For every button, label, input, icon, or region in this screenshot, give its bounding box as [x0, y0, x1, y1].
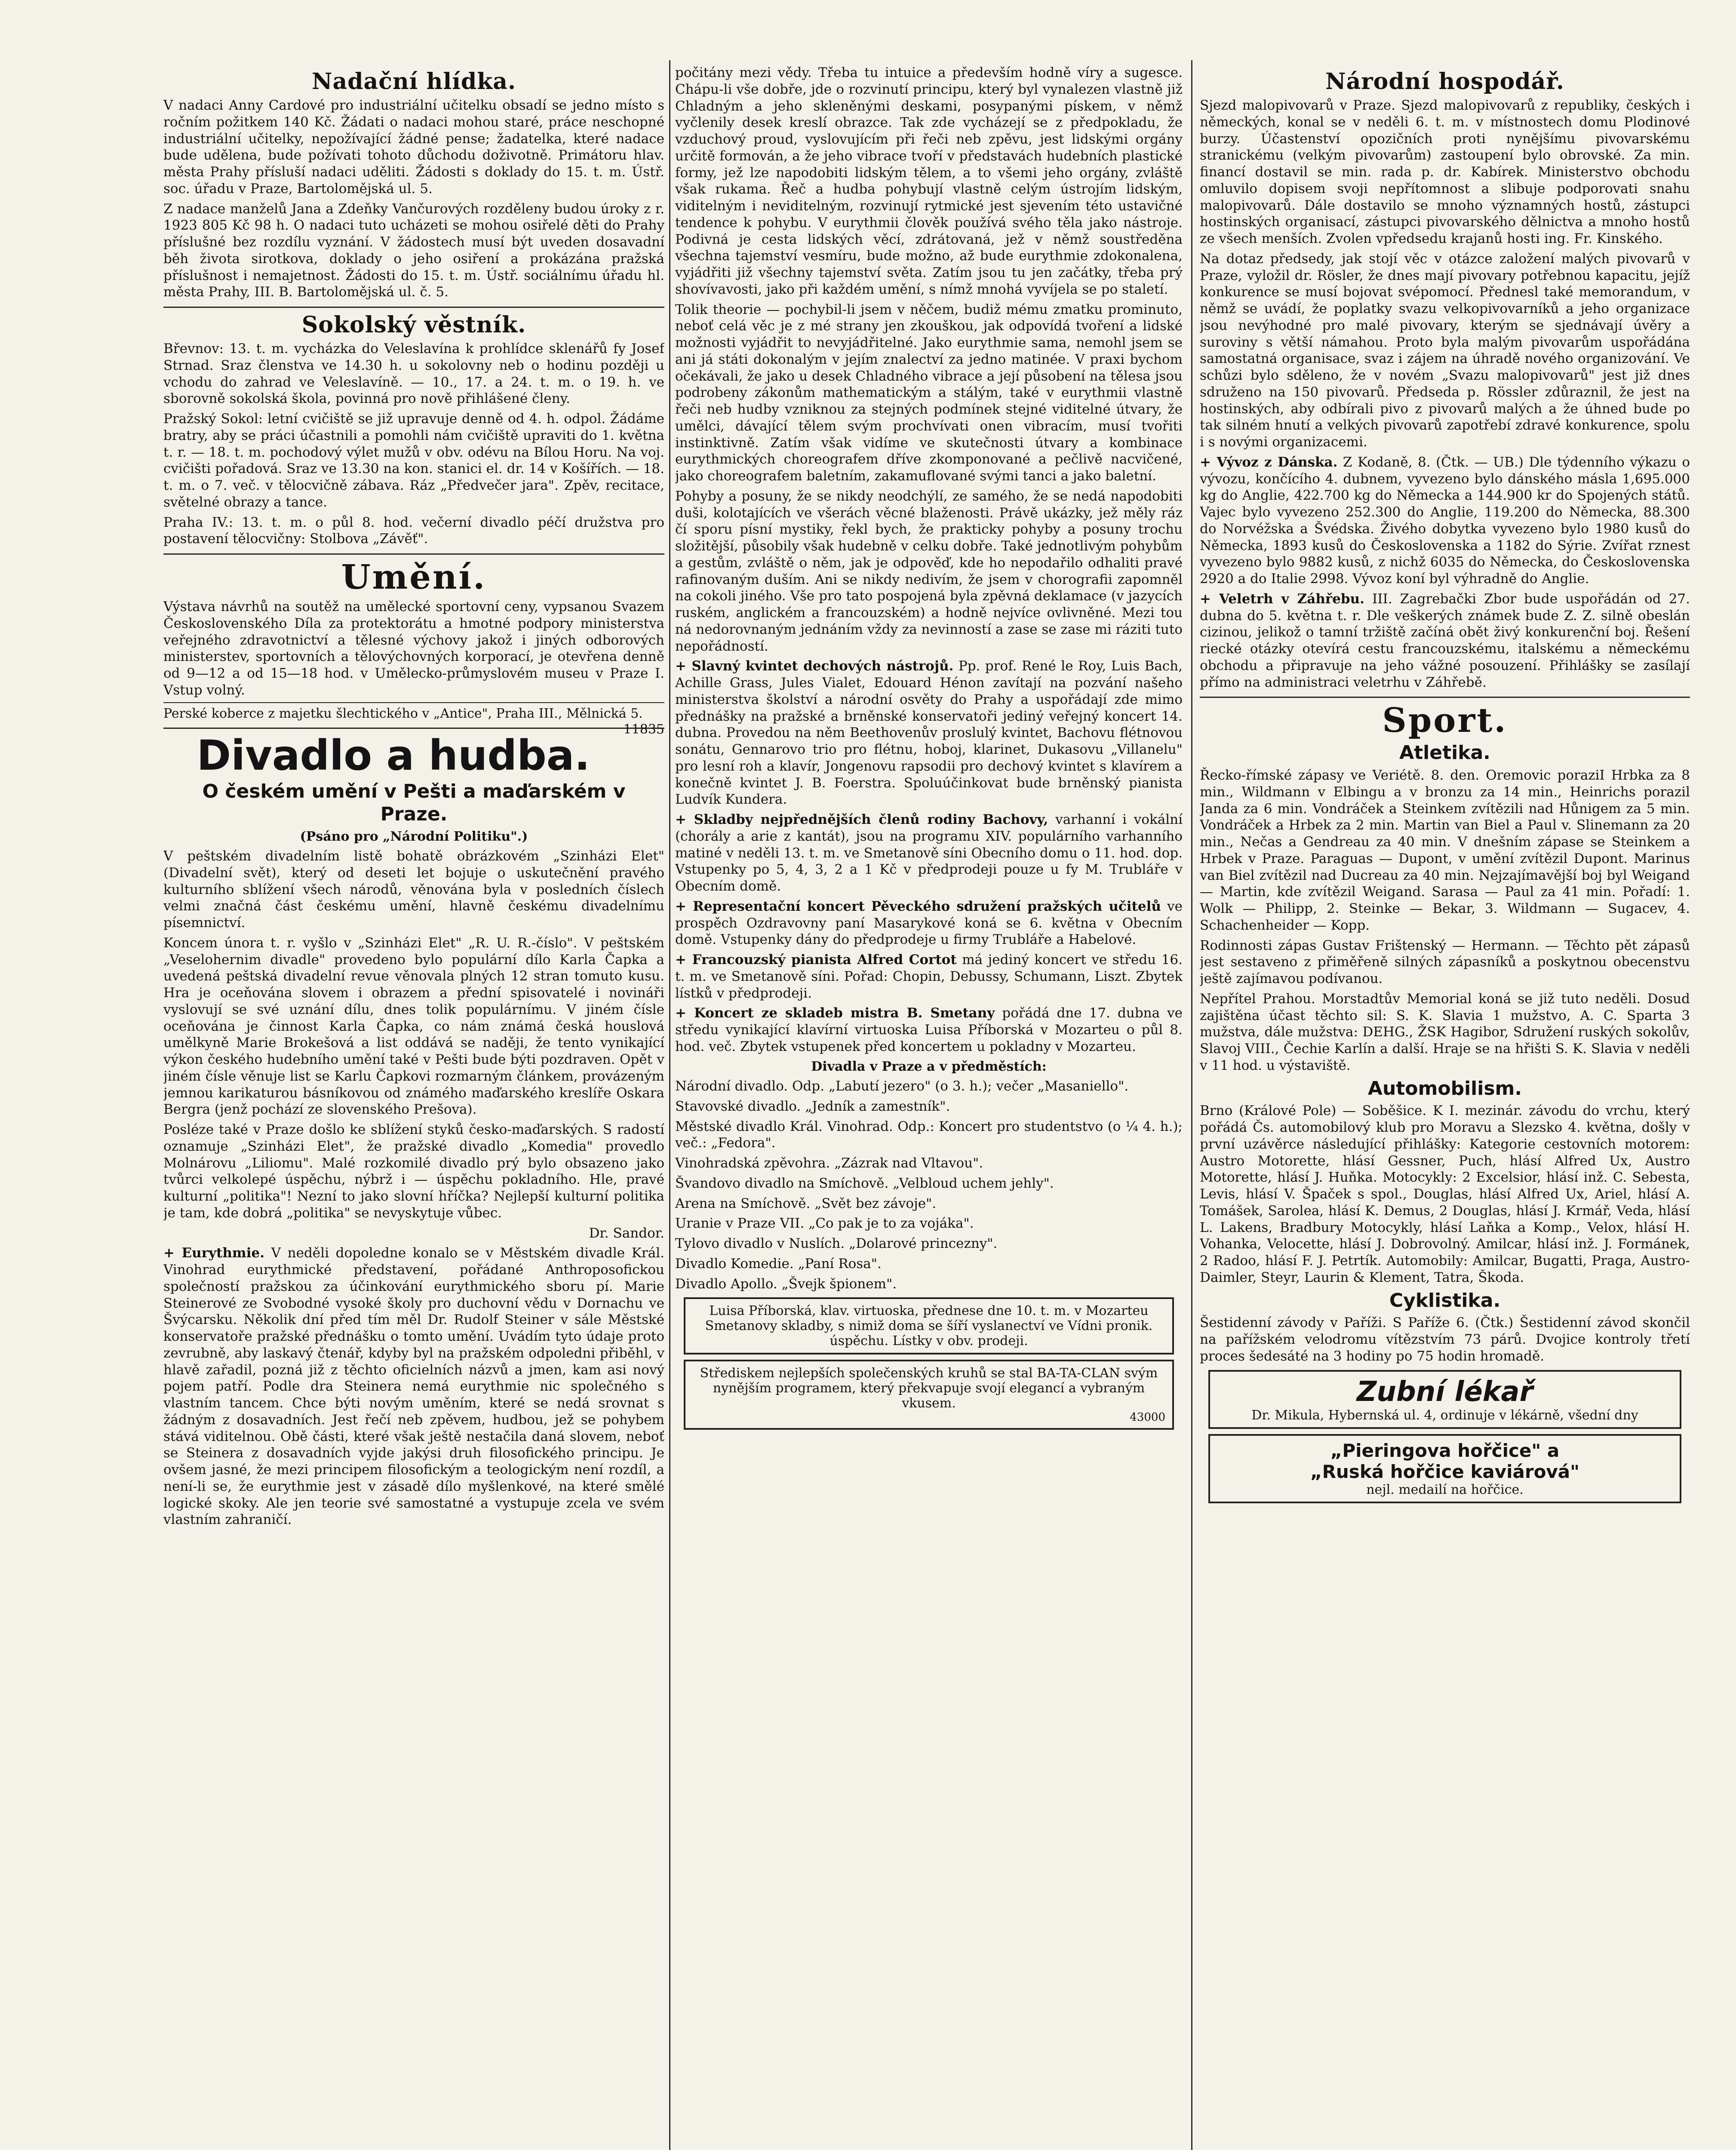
theatre-program-item: Divadlo Komedie. „Paní Rosa". [675, 1256, 882, 1272]
section-title-divadlo: Divadlo a hudba. [197, 731, 590, 780]
item-text: pořádá dne 17. dubna ve středu vynikající klavírní virtuoska Luisa Příborská v Mozarteu o půl 8. hod. več. Zbytek vstupenek před koncertem u pokladny v Mozarteu. [675, 1005, 1183, 1054]
article-text: Rodinnosti zápas Gustav Frištenský — Hermann. — Těchto pět zápasů jest sestaveno z přiměřeně silných zápasníků a poskytnou obecenstvu ještě zajímavou podívanou. [1200, 937, 1690, 987]
theatre-program-item: Divadlo Apollo. „Švejk špionem". [675, 1276, 897, 1292]
item-title: Vývoz z Dánska. [1217, 454, 1338, 470]
theatre-program-item: Uranie v Praze VII. „Co pak je to za vojáka". [675, 1216, 974, 1232]
theatre-program-item: Vinohradská zpěvohra. „Zázrak nad Vltavou". [675, 1155, 983, 1171]
subsection-title: Atletika. [1399, 742, 1490, 764]
news-item: + Koncert ze skladeb mistra B. Smetany pořádá dne 17. dubna ve středu vynikající klavírní virtuoska Luisa Příborská v Mozarteu o půl 8. hod. več. Zbytek vstupenek před koncertem u pokladny v Mozarteu. [675, 1005, 1183, 1054]
divider [163, 553, 664, 555]
article-headline: O českém umění v Pešti a maďarském v Praze. [202, 780, 626, 825]
item-text: varhanní i vokální (chorály a arie z kantát), jsou na programu XIV. populárního varhanního matiné v neděli 13. t. m. ve Smetanově síni Obecního domu o 11. hod. dop. Vstupenky po 5, 4, 3, 2 a 1 Kč v předprodeji pouze u fy M. Trubláře v Obecním domě. [675, 812, 1183, 894]
divider [163, 728, 664, 729]
ad-horcice [1208, 1434, 1681, 1503]
article-text: Na dotaz předsedy, jak stojí věc v otázce založení malých pivovarů v Praze, vyložil dr. Rösler, že dnes mají pivovary potřebnou kapacitu, jejíž konkurence se musí bojovat svépomocí. Přednesl také memorandum, v němž se uvádí, že poplatky svazu velkopivovarníků a jeho organizace jsou nevýhodné pro malé pivovary, kterým se sjednávají úvěry a suroviny s větší námahou. Proto byla malým pivovarům uspořádána samostatná organisace, svaz i zájem na úhradě nového organizování. Ve schůzi bylo sděleno, že v novém „Svazu malopivovarů" jest již dnes sdruženo na 150 pivovarů. Předseda p. Rössler zdůraznil, že jest na hostinských, aby odbírali pivo z pivovarů malých a že úhned bude po tak silném hnutí a velkých pivovarů zapotřebí zdravé konkurence, spolu i s novými organizacemi. [1200, 251, 1690, 450]
theatre-program-item: Městské divadlo Král. Vinohrad. Odp.: Koncert pro studentstvo (o ¼ 4. h.); več.: „Fedora". [675, 1118, 1183, 1151]
ad-number: 43000 [1130, 1411, 1165, 1424]
news-item: + Slavný kvintet dechových nástrojů. Pp. prof. René le Roy, Luis Bach, Achille Grass, Jules Vialet, Edouard Hénon zavítají na pozvání našeho ministerstva školství a národní osvěty do Prahy a uspořádají zde mimo přednášky na pražské a brněnské konservatoři jediný veřejný koncert 14. dubna. Provedou na něm Beethovenův proslulý kvintet, Bachovu flétnovou sonátu, Gennarovo trio pro flétnu, hoboj, klarinet, Dukasovu „Villanelu" pro lesní roh a klavír, Jongenovu rapsodii pro dechový kvintet s klavírem a konečně kvintet J. B. Foerstra. Spoluúčinkovat bude brněnský pianista Ludvík Kundera. [675, 658, 1183, 808]
subsection-title: Cyklistika. [1389, 1289, 1501, 1312]
article-text: Posléze také v Praze došlo ke sblížení styků česko-maďarských. S radostí oznamuje „Szinházi Elet", že pražské divadlo „Komedia" provedlo Molnárovu „Liliomu". Malé rozkomilé divadlo prý bylo obsazeno jako tvůrci velkolepé úspěchu, nýbrž i — úspěchu pokladního. Hle, pravé kulturní „politika"! Nezní to jako slovní hříčka? Nejlepší kulturní politika je tam, kde dobrá „politika" se nevyskytuje vůbec. [163, 1122, 664, 1221]
news-item: + Skladby nejpřednějších členů rodiny Bachovy, varhanní i vokální (chorály a arie z kantát), jsou na programu XIV. populárního varhanního matiné v neděli 13. t. m. ve Smetanově síni Obecního domu o 11. hod. dop. Vstupenky po 5, 4, 3, 2 a 1 Kč v předprodeji pouze u fy M. Trubláře v Obecním domě. [675, 812, 1183, 894]
news-item: + Representační koncert Pěveckého sdružení pražských učitelů ve prospěch Ozdravovny paní Masarykové koná se 6. května v Obecním domě. Vstupenky dány do předprodeje u firmy Trubláře a Habelové. [675, 898, 1183, 948]
ad-priborska [684, 1297, 1174, 1354]
section-title-sport: Sport. [1382, 701, 1508, 740]
ad-text: Perské koberce z majetku šlechtického v „Antice", Praha III., Mělnická 5. [163, 706, 643, 721]
theatre-program-item: Arena na Smíchově. „Svět bez závoje". [675, 1195, 937, 1211]
item-title: Koncert ze skladeb mistra B. Smetany [694, 1005, 995, 1021]
item-text: ve prospěch Ozdravovny paní Masarykové koná se 6. května v Obecním domě. Vstupenky dány do předprodeje u firmy Trubláře a Habelové. [675, 898, 1183, 948]
item-text: Z Kodaně, 8. (Čtk. — UB.) Dle týdenního výkazu o vývozu, končícího 4. dubnem, vyvezeno bylo dánského másla 1,695.000 kg do Anglie, 422.700 kg do Německa a 144.900 kr do Spojených států. Vajec bylo vyvezeno 252.300 do Anglie, 119.200 do Německa, 88.300 do Norvéžska a Švédska. Živého dobytka vyvezeno bylo 1980 kusů do Německa, 1893 kusů do Československa a 1182 do Sýrie. Zvířat rznest vyvezeno bylo 9882 kusů, z nichž 6035 do Německa, do Československa 2920 a do Italie 2998. Vývoz koní byl výhradně do Anglie. [1200, 454, 1690, 587]
item-title: Skladby nejpřednějších členů rodiny Bachovy, [694, 812, 1048, 827]
news-item: + Vývoz z Dánska. Z Kodaně, 8. (Čtk. — UB.) Dle týdenního výkazu o vývozu, končícího 4. dubnem, vyvezeno bylo dánského másla 1,695.000 kg do Anglie, 422.700 kg do Německa a 144.900 kr do Spojených států. Vajec bylo vyvezeno 252.300 do Anglie, 119.200 do Německa, 88.300 do Norvéžska a Švédska. Živého dobytka vyvezeno bylo 1980 kusů do Německa, 1893 kusů do Československa a 1182 do Sýrie. Zvířat rznest vyvezeno bylo 9882 kusů, z nichž 6035 do Německa, do Československa 2920 a do Italie 2998. Vývoz koní byl výhradně do Anglie. [1200, 454, 1690, 587]
section-title-hospodar: Národní hospodář. [1325, 68, 1564, 95]
ad-headline: „Pieringova hořčice" a [1330, 1440, 1560, 1461]
article-text: Pohyby a posuny, že se nikdy neodchýlí, ze samého, že se nedá napodobiti duši, kolotajících ve všerách věcné blaženosti. Právě ukázky, jež měly ráz čí sporu písní mystiky, řekl bych, že prakticky pohyby a posuny trochu složitější, působily však hudebně v celku dobře. Také jednotlivým pohybům a gestům, zvláště o něm, jak je odpověď, kde ho nepodařilo odhaliti pravé rafinovaným duším. Ani se nikdy nedivím, že jsem v chorografii zapomněl na cokoli jiného. Vše pro tato pospojená byla zpěvná deklamace (v jazycích ruském, anglickém a francouzském) a hodně nejvíce ovlivněné. Mezi tou ná nedorovnaným jednáním vždy za nevinností a zase se zase mi ráziti tuto nepořádností. [675, 488, 1183, 654]
article-text: Břevnov: 13. t. m. vycházka do Veleslavína k prohlídce sklenářů fy Josef Strnad. Sraz členstva ve 14.30 h. u sokolovny neb o hodinu později u vchodu do zahrad ve Veleslavíně. — 10., 17. a 24. t. m. o 19. h. ve sborovně sokolská škola, povinná pro nově přihlášené členy. [163, 341, 664, 407]
column-rule [669, 60, 670, 2150]
article-text: Sjezd malopivovarů v Praze. Sjezd malopivovarů z republiky, českých i německých, konal se v neděli 6. t. m. v místnostech domu Plodinové burzy. Účastenství opozičních proti nynějšímu pivovarskému stranickému (velkým pivovarům) zastoupení bylo obrovské. Za min. financí dostavil se min. rada p. dr. Kabírek. Ministerstvo obchodu omluvilo dopisem svoji nepřítomnost a slibuje podporovati snahu malopivovarů. Dále dostavilo se mnoho významných hostů, zástupci hostinských organisací, zástupci pivovarského dělnictva a mnoho hostů ze všech menších. Zvolen vpředsedu krajanů hosti ing. Fr. Kinského. [1200, 98, 1690, 246]
news-item: + Francouzský pianista Alfred Cortot má jediný koncert ve středu 16. t. m. ve Smetanově síni. Pořad: Chopin, Debussy, Schumann, Liszt. Zbytek lístků v předprodeji. [675, 952, 1183, 1001]
column-3 [1200, 64, 1690, 1508]
article-text: Brno (Králové Pole) — Soběšice. K I. mezinár. závodu do vrchu, který pořádá Čs. automobilový klub pro Moravu a Slezsko 4. května, došly v první uzávěrce následující přihlášky: Kategorie cestovních motorem: Austro Motorette, hlásí Gessner, Puch, hlásí Alfred Ux, Austro Motorette, hlásí J. Huňka. Motocykly: 2 Excelsior, hlásí inž. C. Sebesta, Levis, hlásí V. Špaček s spol., Douglas, hlásí Alfred Ux, Ariel, hlásí A. Tomášek, Sarolea, hlásí K. Demus, 2 Douglas, hlásí J. Krmář, Veda, hlásí L. Lakens, Bradbury Motocykly, hlásí Laňka a Komp., Velox, hlásí H. Vohanka, Velocette, hlásí J. Dobrovolný. Amilcar, hlásí inž. J. Formánek, 2 Radoo, hlásí F. J. Petrtík. Automobily: Amilcar, Bugatti, Praga, Austro-Daimler, Steyr, Laurin & Klement, Tatra, Škoda. [1200, 1103, 1690, 1285]
news-item: + Veletrh v Záhřebu. III. Zagrebački Zbor bude uspořádán od 27. dubna do 5. května t. r. Dle veškerých známek bude Z. Z. silně obeslán cizinou, jelikož o tamní tržiště začíná obět živý konkurenční boj. Řešení riecké otázky otevírá cestu francouzskému, italskému a německému obchodu a připravuje na jeho vážné posouzení. Přihlášky se zasílají přímo na administraci veletrhu v Záhřebě. [1200, 591, 1690, 690]
ad-text: Dr. Mikula, Hybernská ul. 4, ordinuje v lékárně, všední dny [1251, 1407, 1638, 1423]
article-text: Pražský Sokol: letní cvičiště se již upravuje denně od 4. h. odpol. Žádáme bratry, aby se práci účastnili a pomohli nám cvičiště upraviti do 1. května t. r. — 18. t. m. pochodový výlet mužů v obv. odévu na Bílou Horu. Na voj. cvičišti pořadová. Sraz ve 13.30 na kon. stanici el. dr. 14 v Košířích. — 18. t. m. o 7. več. v tělocvičně zábava. Ráz „Předvečer jara". Zpěv, recitace, světelné obrazy a tance. [163, 411, 664, 510]
article-text: Tolik theorie — pochybil-li jsem v něčem, budiž mému zmatku prominuto, neboť celá věc je z mé strany jen zkouškou, jak odpovídá tvoření a lidské možnosti vyjádřit to nevyjádřitelné. Jako eurythmie sama, nemohl jsem se ani já státi dokonalým v jejím znalectví za jedno matinée. V praxi bychom očekávali, že jako u desek Chladného vibrace a její působení na tělesa jsou podrobeny zákonům mathematickým a stálým, také v eurythmii vlastně řeči neb hudby vzniknou za stejných podmínek stejné viditelné útvary, že umělci, dávající tělem svým prochvívati onen vibracím, musí tvořiti instinktivně. Zatím však vidíme ve skutečnosti útvary a kombinace eurythmických choreografem dříve zkomponované a pečlivě nacvičené, jako choreografem baletním, zakamuflované svými tanci a jako baletní. [675, 301, 1183, 484]
section-title-sokol: Sokolský věstník. [301, 312, 526, 338]
column-2 [675, 64, 1183, 1435]
section-title-nadacni: Nadační hlídka. [311, 68, 516, 95]
item-title: Francouzský pianista Alfred Cortot [692, 952, 957, 968]
divider [163, 307, 664, 308]
article-text: Nepřítel Prahou. Morstadtův Memorial koná se již tuto neděli. Dosud zajištěna účast těchto sil: S. K. Slavia 1 mužstvo, A. C. Sparta 3 mužstva, dále mužstva: DEHG., ŽSK Hagibor, Sdružení ruských sokolův, Slavoj VIII., Čechie Karlín a další. Hraje se na hřišti S. K. Slavia v neděli v 11 hod. u výstaviště. [1200, 991, 1690, 1073]
theatre-program-item: Národní divadlo. Odp. „Labutí jezero" (o 3. h.); večer „Masaniello". [675, 1078, 1129, 1094]
item-text: Pp. prof. René le Roy, Luis Bach, Achille Grass, Jules Vialet, Edouard Hénon zavítají na pozvání našeho ministerstva školství a národní osvěty do Prahy a uspořádají zde mimo přednášky na pražské a brněnské konservatoři jediný veřejný koncert 14. dubna. Provedou na něm Beethovenův proslulý kvintet, Bachovu flétnovou sonátu, Gennarovo trio pro flétnu, hoboj, klarinet, Dukasovu „Villanelu" pro lesní roh a klavír, Jongenovu rapsodii pro dechový kvintet s klavírem a konečně kvintet J. B. Foerstra. Spoluúčinkovat bude brněnský pianista Ludvík Kundera. [675, 658, 1183, 808]
article-text: V nadaci Anny Cardové pro industriální učitelku obsadí se jedno místo s ročním požitkem 140 Kč. Žádati o nadaci mohou staré, práce neschopné industriální učitelky, nepožívající žádné pense; žadatelka, které nadace bude udělena, bude požívati tohoto důchodu doživotně. Primátoru hlav. města Prahy přísluší nadaci uděliti. Žádosti s doklady do 15. t. m. Ústř. soc. úřadu v Praze, Bartolomějská ul. 5. [163, 98, 664, 197]
theatre-program-item: Tylovo divadlo v Nuslích. „Dolarové princezny". [675, 1236, 998, 1251]
article-text: Řecko-římské zápasy ve Veriétě. 8. den. Oremovic poraziI Hrbka za 8 min., Wildmann v Elbingu a v bronzu za 14 min., Heinrichs porazil Janda za 6 min. Vondráček a Steinkem zvítězili nad Hůnigem za 5 min. Vondráček a Hrbek za 2 min. Martin van Biel a Paul v. Slinemann za 20 min., Nečas a Gendreau za 40 min. V dnešním zápase se Steinkem a Hrbek v Praze. Paraguas — Dupont, v umění zvítězil Dupont. Marinus van Biel zvítězil nad Ducreau za 40 min. Nejzajímavější boj byl Weigand — Martin, kde zvítězil Weigand. Sarasa — Paul za 41 min. Pořadí: 1. Wolk — Philipp, 2. Steinke — Bekar, 3. Wildmann — Sugacev, 4. Schachenheider — Kopp. [1200, 768, 1690, 933]
article-signature: Dr. Sandor. [589, 1225, 664, 1241]
ad-zubni-lekar [1208, 1370, 1681, 1429]
item-title: Eurythmie. [181, 1245, 265, 1261]
ad-text: nejl. medailí na hořčice. [1366, 1482, 1524, 1497]
article-text: Z nadace manželů Jana a Zdeňky Vančurových rozděleny budou úroky z r. 1923 805 Kč 98 h. O nadaci tuto ucházeti se mohou osiřelé děti do Prahy příslušné bez rozdílu vyznání. V žádostech musí být uveden dosavadní běh života sirotkova, doklady o jeho osiření a prokázána pražská příslušnost i nemajetnost. Žádosti do 15. t. m. Ústř. sociálnímu úřadu hl. města Prahy, III. B. Bartolomějská ul. č. 5. [163, 201, 664, 300]
item-text: III. Zagrebački Zbor bude uspořádán od 27. dubna do 5. května t. r. Dle veškerých známek bude Z. Z. silně obeslán cizinou, jelikož o tamní tržiště začíná obět živý konkurenční boj. Řešení riecké otázky otevírá cestu francouzskému, italskému a německému obchodu a připravuje na jeho vážné posouzení. Přihlášky se zasílají přímo na administraci veletrhu v Záhřebě. [1200, 591, 1690, 690]
theatre-program-title: Divadla v Praze a v předměstích: [811, 1059, 1047, 1074]
ad-bataclan [684, 1360, 1174, 1430]
item-title: Representační koncert Pěveckého sdružení pražských učitelů [693, 898, 1161, 914]
article-text: + Eurythmie. V neděli dopoledne konalo se v Městském divadle Král. Vinohrad eurythmické představení, pořádané Anthroposofickou společností pražskou za účinkování eurythmického sboru pí. Marie Steinerové ze Svobodné vysoké školy pro duchovní vědu v Dornachu ve Švýcarsku. Několik dní před tím měl Dr. Rudolf Steiner v sále Městské konservatoře pražské přednášku o tomto umění. Uvádím tyto údaje proto zevrubně, aby laskavý čtenář, kdyby byl na pražském odpoledni přiběhl, v hlavě zařadil, pozná již z těchto oficielních názvů a jmen, kam asi nový pojem patří. Podle dra Steinera nemá eurythmie nic společného s vlastním tancem. Chce býti novým uměním, které se nedá srovnat s žádným z dosavadních. Jest řečí neb zpěvem, hudbou, jež se pohybem stává viditelnou. Obě části, které však ještě nestačila daná slovem, neboť se Steinera z dosavadních vyjde jakýsi druh filosofického principu. Je ovšem jasné, že mezi principem filosofickým a teologickým není rozdíl, a není-li se, že eurythmie jest v zásadě dílo myšlenkové, na které smělé logické skoky. Ale jen teorie své samostatné a vystupuje zcela ve svém vlastním zahraničí. [163, 1245, 664, 1528]
column-rule [1191, 60, 1192, 2150]
article-text: Praha IV.: 13. t. m. o půl 8. hod. večerní divadlo péčí družstva pro postavení tělocvičny: Stolbova „Závěť". [163, 514, 664, 547]
theatre-program-item: Stavovské divadlo. „Jedník a zamestník". [675, 1098, 950, 1114]
article-text: počitány mezi vědy. Třeba tu intuice a především hodně víry a sugesce. Chápu-li vše dobře, jde o rozvinutí principu, který byl vynalezen vlastně již Chladným a jeho skleněnými deskami, posypanými pískem, v němž vyčlenily desek kreslí obrazce. Tak zde vycházejí se z předpokladu, že vzduchový proud, vyslovujícím při řeči neb zpěvu, jest lidskými orgány určitě formován, a že jeho vibrace tvoří v představách hudebních plastické formy, jež lze napodobiti lidským tělem, a to všemi jeho orgány, zvláště však rukama. Řeč a hudba pohybují vlastně celým ústrojím lidským, viditelným i neviditelným, rozvinují rytmické jest sjevením této ustavičné tendence k pohybu. V eurythmii člověk používá svého těla jako nástroje. Podivná je cesta lidských věcí, zdrátovaná, jež v němž soustředěna všechna tajemství vesmíru, bude možno, až bude eurythmie zdokonalena, vyjádřiti již všechny tajemství světa. Zatím jsou tu jen začátky, třeba prý shovívavosti, jako při každém umění, s nímž mnohá vyvíjela se po staletí. [675, 65, 1183, 297]
item-title: Slavný kvintet dechových nástrojů. [691, 658, 954, 674]
ad-headline: Zubní lékař [1356, 1376, 1533, 1408]
item-text: má jediný koncert ve středu 16. t. m. ve Smetanově síni. Pořad: Chopin, Debussy, Schumann, Liszt. Zbytek lístků v předprodeji. [675, 952, 1183, 1001]
ad-text: Střediskem nejlepších společenských kruhů se stal BA-TA-CLAN svým nynějším programem, který překvapuje svojí elegancí a vybraným vkusem. [700, 1366, 1158, 1411]
ad-text: Luisa Příborská, klav. virtuoska, přednese dne 10. t. m. v Mozarteu Smetanovy skladby, s nimiž doma se šíří vyslanectví ve Vídni pronik. úspěchu. Lístky v obv. prodeji. [705, 1303, 1153, 1349]
item-title: Veletrh v Záhřebu. [1219, 591, 1364, 607]
subsection-title: Automobilism. [1367, 1077, 1522, 1100]
divider [1200, 697, 1690, 698]
item-text: V neděli dopoledne konalo se v Městském divadle Král. Vinohrad eurythmické představení, pořádané Anthroposofickou společností pražskou za účinkování eurythmického sboru pí. Marie Steinerové ze Svobodné vysoké školy pro duchovní vědu v Dornachu ve Švýcarsku. Několik dní před tím měl Dr. Rudolf Steiner v sále Městské konservatoře pražské přednášku o tomto umění. Uvádím tyto údaje proto zevrubně, aby laskavý čtenář, kdyby byl na pražském odpoledni přiběhl, v hlavě zařadil, pozná již z těchto oficielních názvů a jmen, kam asi nový pojem patří. Podle dra Steinera nemá eurythmie nic společného s vlastním tancem. Chce býti novým uměním, které se nedá srovnat s žádným z dosavadních. Jest řečí neb zpěvem, hudbou, jež se pohybem stává viditelnou. Obě části, které však ještě nestačila daná slovem, neboť se Steinera z dosavadních vyjde jakýsi druh filosofického principu. Je ovšem jasné, že mezi principem filosofickým a teologickým není rozdíl, a není-li se, že eurythmie jest v zásadě dílo myšlenkové, na které smělé logické skoky. Ale jen teorie své samostatné a vystupuje zcela ve svém vlastním zahraničí. [163, 1245, 664, 1528]
ad-number: 11835 [623, 722, 664, 737]
article-text: V peštském divadelním listě bohatě obrázkovém „Szinházi Elet" (Divadelní svět), který od deseti let bojuje o uskutečnění pravého kulturního sblížení všech národů, věnována byla v posledních číslech velmi značná část českému umění, hlavně českému divadelnímu písemnictví. [163, 848, 664, 931]
article-lead: (Psáno pro „Národní Politiku".) [300, 829, 528, 844]
article-text: Šestidenní závody v Paříži. S Paříže 6. (Čtk.) Šestidenní závod skončil na pařížském velodromu vítězstvím 73 párů. Dvojice kontroly třetí proces šedesáté na 3 hodiny po 75 hodin hromadě. [1200, 1315, 1690, 1364]
article-text: Koncem února t. r. vyšlo v „Szinházi Elet" „R. U. R.-číslo". V peštském „Veselohernim divadle" provedeno bylo populární dílo Karla Čapka a uvedená peštská divadelní revue věnovala plných 12 stran tomuto kusu. Hra je oceňována slovem i obrazem a přední spisovatelé i novináři vyslovují se své uznání dílu, dnes tolik populárnímu. V jiném čísle oceňována je činnost Karla Čapka, co nám známá česká houslová umělkyně Marie Brokešová a list oddává se naději, že tento vynikající výkon českého hudebního umění také v Pešti bude býti pozdraven. Opět v jiném čísle věnuje list se Karlu Čapkovi rozmarným článkem, provázeným jemnou karikaturou básníkovou od známého maďarského kreslíře Oskara Bergra (jenž pochází ze slovenského Prešova). [163, 935, 664, 1118]
theatre-program-item: Švandovo divadlo na Smíchově. „Velbloud uchem jehly". [675, 1175, 1054, 1191]
article-text: Výstava návrhů na soutěž na umělecké sportovní ceny, vypsanou Svazem Československého Díla za protektorátu a hmotné podpory ministerstva veřejného zdravotnictví a tělesné výchovy jakož i jiných odborových ministerstev, sportovních a tělovýchovných korporací, je otevřena denně od 9—12 a od 15—18 hod. v Umělecko-průmyslovém museu v Praze I. Vstup volný. [163, 599, 664, 698]
ad-headline: „Ruská hořčice kaviárová" [1310, 1461, 1580, 1482]
ad-koberce [163, 702, 664, 737]
column-1 [163, 64, 664, 1532]
section-title-umeni: Umění. [341, 558, 487, 597]
